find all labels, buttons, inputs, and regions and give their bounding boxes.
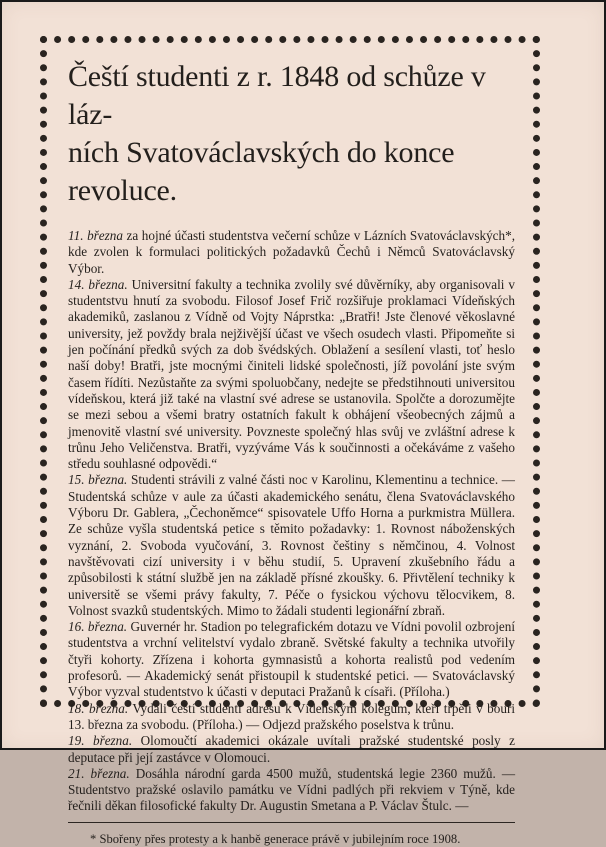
chronology-body bbox=[68, 228, 515, 815]
title-line-1: Čeští studenti z r. 1848 od schůze v láz- bbox=[68, 60, 486, 131]
entry-date: 11. března bbox=[68, 228, 123, 243]
entry-date: 21. března. bbox=[68, 765, 130, 781]
entry-date: 19. března. bbox=[68, 733, 133, 749]
entry-21-march bbox=[68, 766, 515, 815]
entry-11-march bbox=[68, 228, 515, 277]
entry-date: 16. března. bbox=[68, 619, 128, 635]
entry-text: Vydali čeští studenti adresu k Vídeňským kolegům, kteří trpěli v bouři 13. března za svobodu. (Příloha.) — Odjezd pražského poselstva k trůnu. bbox=[68, 700, 515, 732]
entry-15-march bbox=[68, 472, 515, 619]
document-content bbox=[68, 58, 516, 846]
entry-date: 15. března. bbox=[68, 472, 128, 488]
entry-16-march bbox=[68, 619, 515, 700]
entry-text: Olomoučtí akademici okázale uvítali pražské studentské posly z deputace při její zastávce v Olomouci. bbox=[68, 733, 515, 765]
footnote-divider bbox=[68, 822, 515, 823]
entry-date: 18. března. bbox=[68, 700, 129, 716]
document-title bbox=[68, 58, 515, 210]
title-line-2: ních Svatováclavských do konce revoluce. bbox=[68, 136, 455, 207]
entry-text: Guvernér hr. Stadion po telegrafickém dotazu ve Vídni povolil ozbrojení studentstva a vrchní velitelství vydalo zbraně. Světské fakulty a technika utvořily čtyři kohorty. Zřízena i kohorta gymnasistů a kohorta realistů pod vedením profesorů. — Akademický senát přistoupil k studentské petici. — Svatováclavský Výbor vyzval studentstvo k účasti v deputaci Pražanů k císaři. (Příloha.) bbox=[68, 619, 515, 700]
entry-date: 14. března. bbox=[68, 276, 128, 292]
entry-text: za hojné účasti studentstva večerní schůze v Lázních Svatováclavských*, kde zvolen k formulaci politických požadavků Čechů i Němců Svatováclavský Výbor. bbox=[68, 228, 515, 276]
entry-text: Dosáhla národní garda 4500 mužů, studentská legie 2360 mužů. — Studentstvo pražské oslavilo památku ve Vídni padlých při rekviem v Týně, kde řečnili děkan filosofické fakulty Dr. Augustin Smetana a P. Václav Štulc. — bbox=[68, 765, 516, 814]
entry-14-march bbox=[68, 277, 515, 473]
entry-text: Studenti strávili z valné části noc v Karolinu, Klementinu a technice. — Studentská schůze v aule za účasti akademického senátu, člena Svatováclavského Výboru Dr. Gablera, „Čechoněmce“ spisovatele Uffo Horna a purkmistra Müllera. Ze schůze vyšla studentská petice s těmito požadavky: 1. Rovnost náboženských vyznání, 2. Svoboda vyučování, 3. Rovnost češtiny s němčinou, 4. Volnost navštěvovati cizí university i v běhu studií, 5. Upravení zkušebního řádu a způsobilosti k státní službě jen na základě přísné zkoušky. 6. Přivtělení techniky k universitě se všemi právy fakulty, 7. Péče o fysickou výchovu tělocvikem, 8. Volnost svazků studentských. Mimo to žádali studenti legionářní zbraň. bbox=[68, 472, 515, 618]
entry-text: Universitní fakulty a technika zvolily své důvěrníky, aby organisovali v studentstvu hnutí za svobodu. Filosof Josef Frič rozšiřuje proklamaci Vídeňských akademiků, zaslanou z Vídně od Vojty Náprstka: „Bratři! Jste členové věkoslavné university, jež povždy brala nejživější účast ve všech osudech vlasti. Připomeňte si jen počínání předků svých za dob švédských. Oblažení a sesílení vlasti, toť heslo naší doby! Bratři, jste mocnými činiteli lidské společnosti, jíž povolání jste svým časem řídíti. Nezůstaňte za svými spoluobčany, nedejte se předstihnouti universitou vídeňskou, která již také na vlastní své adrese se ustanovila. Spolčte a dorozumějte se mezi sebou a všemi bratry ostatních fakult k obhájení všeobecných zájmů a jmenovitě vlastní své university. Povzneste společný hlas svůj ve zvláštní adrese k trůnu Jeho Veličenstva. Bratři, vyzýváme Vás k součinnosti a očekáváme z vašeho středu souhlasné odpovědi.“ bbox=[68, 276, 515, 472]
footnote: * Sbořeny přes protesty a k hanbě generace právě v jubilejním roce 1908. bbox=[90, 831, 461, 846]
entry-18-march bbox=[68, 701, 515, 734]
